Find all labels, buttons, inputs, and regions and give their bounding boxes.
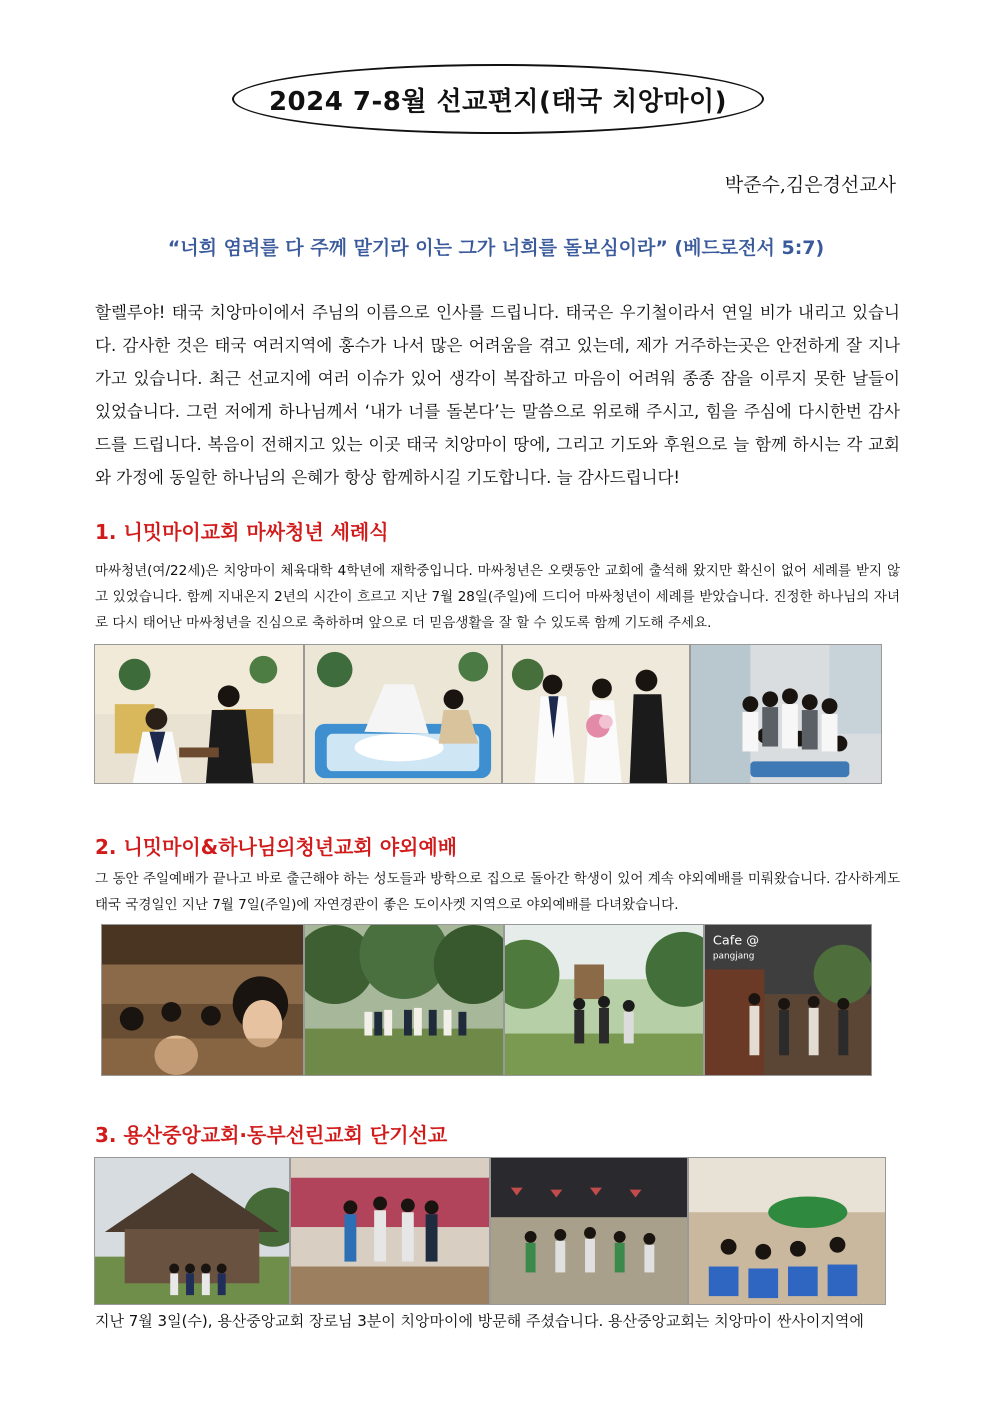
- bible-verse: “너희 염려를 다 주께 맡기라 이는 그가 너희를 돌보심이라” (베드로전서 5:7): [167, 237, 825, 259]
- photo-forest-group: [304, 924, 504, 1076]
- section-2-body: 그 동안 주일예배가 끝나고 바로 출근해야 하는 성도들과 방학으로 집으로 돌아간 학생이 있어 계속 야외예배를 미뤄왔습니다. 감사하게도 태국 국경일인 지난 7월 7일(주일)에 자연경관이 좋은 도이사켓 지역으로 야외예배를 다녀왔습니다.: [95, 871, 900, 913]
- photo-picnic-selfie: [101, 924, 304, 1076]
- photo-baptism-certificate: [94, 644, 304, 784]
- cafe-sign-subtext: pangjang: [712, 951, 755, 962]
- photo-baptism-flowers: [502, 644, 690, 784]
- photo-kids-activity: [688, 1157, 886, 1305]
- photo-wooden-house: [94, 1157, 290, 1305]
- photo-cafe-group: [704, 924, 872, 1076]
- section-1-body: 마싸청년(여/22세)은 치앙마이 체육대학 4학년에 재학중입니다. 마싸청년은 오랫동안 교회에 출석해 왔지만 확신이 없어 세례를 받지 않고 있었습니다. 함께 지내온지 2년의 시간이 흐르고 지난 7월 28일(주일)에 드디어 마싸청년이 세례를 받았습니다. 진정한 하나님의 자녀로 다시 태어난 마싸청년을 진심으로 축하하며 앞으로 더 믿음생활을 잘 할 수 있도록 함께 기도해 주세요.: [95, 563, 900, 631]
- section-2-title: 2. 니밋마이&하나님의청년교회 야외예배: [95, 835, 458, 859]
- photo-church-visitors: [290, 1157, 490, 1305]
- cafe-sign-text: Cafe @: [712, 933, 760, 949]
- photo-baptism-pool: [304, 644, 502, 784]
- section-3-title: 3. 용산중앙교회·동부선린교회 단기선교: [95, 1123, 448, 1147]
- section-1-title: 1. 니밋마이교회 마싸청년 세례식: [95, 520, 389, 544]
- author: 박준수,김은경선교사: [724, 174, 896, 196]
- photo-baptism-group: [690, 644, 882, 784]
- page-title: 2024 7-8월 선교편지(태국 치앙마이): [268, 86, 728, 117]
- photo-trail-group: [504, 924, 704, 1076]
- intro-paragraph: 할렐루야! 태국 치앙마이에서 주님의 이름으로 인사를 드립니다. 태국은 우기철이라서 연일 비가 내리고 있습니다. 감사한 것은 태국 여러지역에 홍수가 나서 많은 어려움을 겪고 있는데, 제가 거주하는곳은 안전하게 잘 지나가고 있습니다. 최근 선교지에 여러 이슈가 있어 생각이 복잡하고 마음이 어려워 종종 잠을 이루지 못한 날들이 있었습니다. 그런 저에게 하나님께서 ‘내가 너를 돌본다’는 말씀으로 위로해 주시고, 힘을 주심에 다시한번 감사드를 드립니다. 복음이 전해지고 있는 이곳 태국 치앙마이 땅에, 그리고 기도와 후원으로 늘 함께 하시는 각 교회와 가정에 동일한 하나님의 은혜가 항상 함께하시길 기도합니다. 늘 감사드립니다!: [95, 303, 900, 487]
- section-3-body: 지난 7월 3일(수), 용산중앙교회 장로님 3분이 치앙마이에 방문해 주셨습니다. 용산중앙교회는 치앙마이 싼사이지역에: [95, 1312, 864, 1330]
- photo-night-kids: [490, 1157, 688, 1305]
